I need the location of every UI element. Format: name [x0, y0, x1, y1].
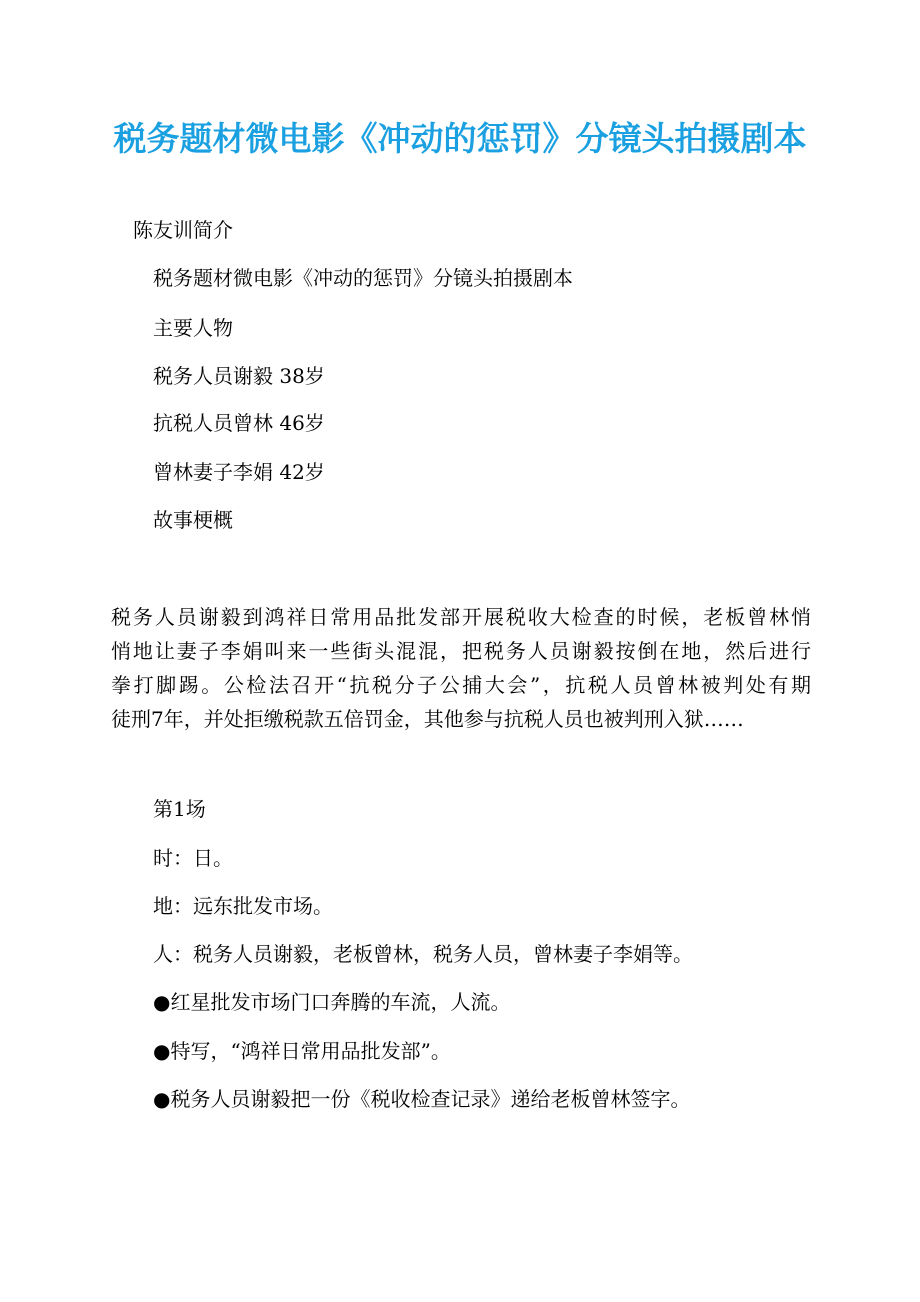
- synopsis-paragraph: [111, 600, 811, 736]
- synopsis-line: 拳打脚踢。公检法召开“抗税分子公捕大会”，抗税人员曾林被判处有期: [111, 673, 811, 697]
- scene-time: 时：日。: [153, 846, 233, 870]
- synopsis-line: 徒刑7年，并处拒缴税款五倍罚金，其他参与抗税人员也被判刑入狱……: [111, 707, 744, 731]
- characters-heading: 主要人物: [153, 316, 233, 340]
- shot-item: ●税务人员谢毅把一份《税收检查记录》递给老板曾林签字。: [153, 1087, 691, 1111]
- shot-item: ●红星批发市场门口奔腾的车流，人流。: [153, 990, 511, 1014]
- synopsis-line: 悄地让妻子李娟叫来一些街头混混，把税务人员谢毅按倒在地，然后进行: [111, 639, 811, 663]
- synopsis-heading: 故事梗概: [153, 508, 233, 532]
- subtitle-line: 税务题材微电影《冲动的惩罚》分镜头拍摄剧本: [153, 266, 573, 290]
- scene-people: 人：税务人员谢毅，老板曾林，税务人员，曾林妻子李娟等。: [153, 942, 693, 966]
- synopsis-line: 税务人员谢毅到鸿祥日常用品批发部开展税收大检查的时候，老板曾林悄: [111, 605, 811, 629]
- scene-place: 地：远东批发市场。: [153, 894, 333, 918]
- character-item: 抗税人员曾林 46岁: [153, 411, 325, 435]
- document-title: 税务题材微电影《冲动的惩罚》分镜头拍摄剧本: [113, 119, 807, 158]
- character-item: 税务人员谢毅 38岁: [153, 364, 325, 388]
- author-line: 陈友训简介: [133, 218, 233, 242]
- shot-item: ●特写，“鸿祥日常用品批发部”。: [153, 1039, 451, 1063]
- scene-heading: 第1场: [153, 797, 206, 821]
- character-item: 曾林妻子李娟 42岁: [153, 460, 325, 484]
